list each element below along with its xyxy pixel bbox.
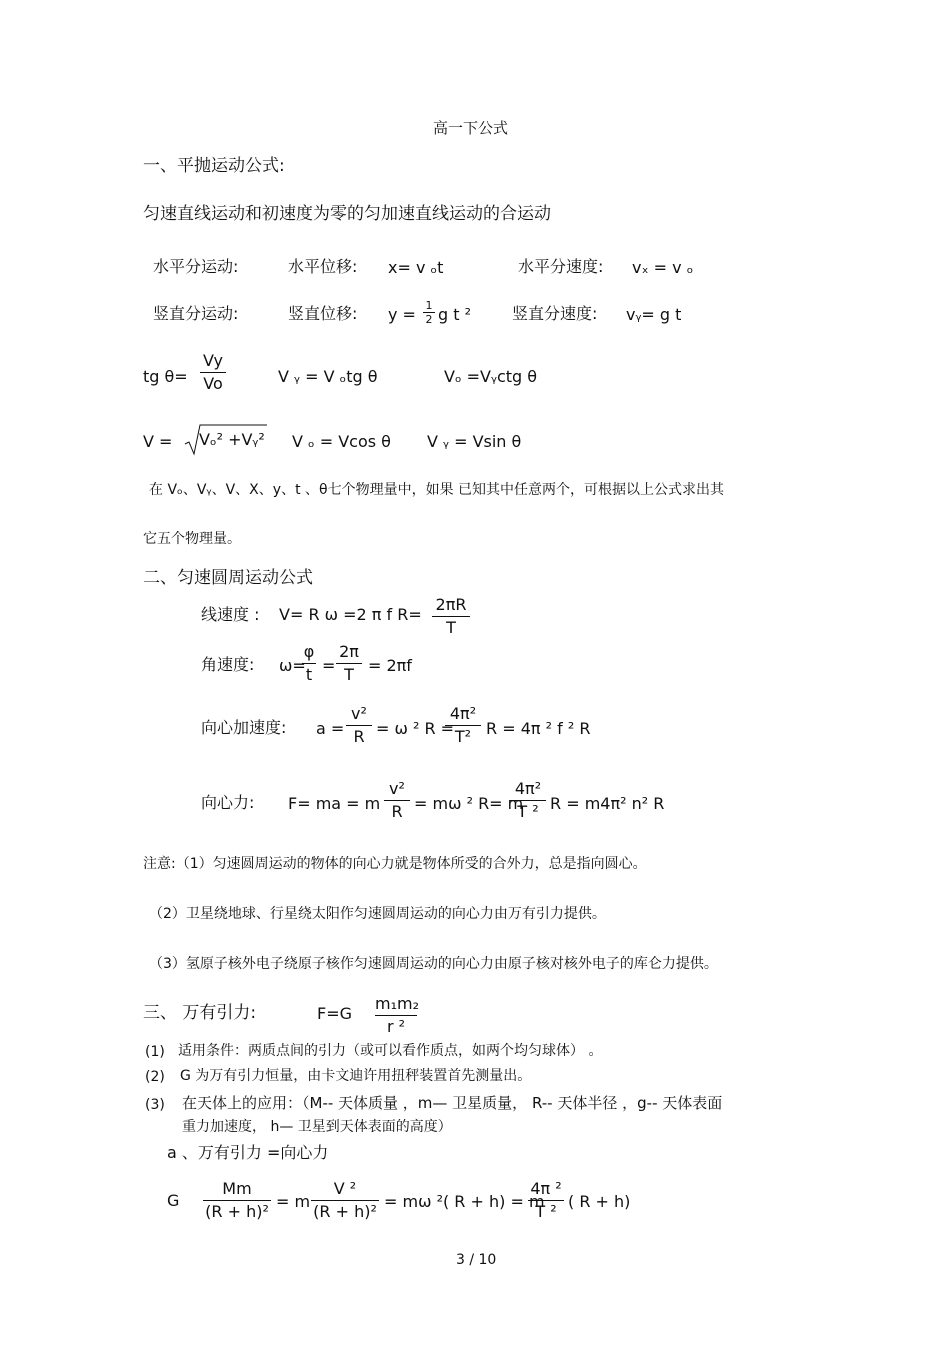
section2-heading: 二、匀速圆周运动公式 — [143, 568, 313, 588]
section1-note-line1: 在 Vₒ、Vᵧ、V、X、y、t 、θ七个物理量中，如果 已知其中任意两个，可根据以上公式求出其 — [149, 482, 725, 498]
linear-velocity-numerator: 2πR — [435, 595, 467, 614]
section1-note-line2: 它五个物理量。 — [143, 531, 241, 547]
force-fraction-1-numerator: v² — [389, 779, 405, 798]
gravity-equals-centripetal: a 、万有引力 =向心力 — [167, 1143, 329, 1162]
tg-numerator: Vy — [203, 351, 223, 370]
eq-fraction-3 — [528, 1181, 564, 1220]
angular-velocity-label: 角速度: — [201, 655, 255, 674]
page-title: 高一下公式 — [433, 119, 509, 137]
tg-denominator: Vo — [203, 374, 223, 393]
acc-fraction-2-denominator: T² — [454, 727, 472, 746]
sqrt-radicand: Vₒ² +Vᵧ² — [199, 430, 265, 449]
angular-fraction-1 — [302, 644, 316, 683]
eq-g: G — [167, 1191, 180, 1210]
acc-fraction-1-denominator: R — [353, 727, 365, 746]
acc-fraction-2 — [445, 706, 481, 745]
angular-fraction-2 — [336, 644, 362, 683]
vo-cos-formula: V ₒ = Vcos θ — [292, 432, 391, 451]
eq-fraction-2 — [311, 1181, 379, 1220]
vertical-displacement-pre: y = — [388, 305, 416, 324]
horizontal-motion-label: 水平分运动: — [153, 257, 239, 276]
tg-fraction — [200, 353, 226, 392]
force-fraction-2 — [510, 781, 546, 820]
force-fraction-1 — [384, 781, 410, 820]
half-numerator: 1 — [425, 299, 433, 312]
eq-post: ( R + h) — [568, 1192, 631, 1211]
vertical-displacement-post: g t ² — [438, 305, 472, 324]
gravitation-denominator: r ² — [386, 1017, 406, 1036]
gravitation-pre: F=G — [317, 1004, 353, 1023]
centripetal-force-label: 向心力: — [201, 793, 255, 812]
acc-fraction-1-numerator: v² — [351, 704, 367, 723]
section2-note-1: 注意:（1）匀速圆周运动的物体的向心力就是物体所受的合外力，总是指向圆心。 — [143, 856, 647, 872]
tg-theta-pre: tg θ= — [143, 367, 188, 386]
angular-velocity-pre: ω= — [279, 656, 306, 675]
linear-velocity-formula: V= R ω =2 π f R= — [279, 605, 422, 624]
vertical-velocity-label: 竖直分速度: — [512, 304, 598, 323]
gravitation-fraction — [375, 996, 417, 1035]
angular-fraction-1-numerator: φ — [303, 642, 315, 661]
centripetal-acc-post: R = 4π ² f ² R — [486, 719, 591, 738]
half-fraction — [423, 300, 435, 325]
item-3-text-continued: 重力加速度， h— 卫星到天体表面的高度） — [182, 1119, 452, 1135]
item-2-number: (2) — [145, 1069, 165, 1085]
centripetal-acc-pre: a = — [316, 719, 345, 738]
angular-fraction-1-denominator: t — [305, 665, 313, 684]
section1-intro: 匀速直线运动和初速度为零的匀加速直线运动的合运动 — [143, 204, 551, 224]
acc-fraction-2-numerator: 4π² — [449, 704, 477, 723]
force-fraction-2-numerator: 4π² — [514, 779, 542, 798]
section1-heading: 一、平抛运动公式: — [143, 156, 285, 176]
eq-fraction-3-denominator: T ² — [535, 1202, 557, 1221]
linear-velocity-fraction — [432, 597, 470, 636]
sqrt-sign — [183, 422, 269, 456]
vy-sin-formula: V ᵧ = Vsin θ — [427, 432, 522, 451]
item-3-number: (3) — [145, 1097, 165, 1113]
centripetal-force-mid: = mω ² R= m — [414, 794, 524, 813]
linear-velocity-denominator: T — [446, 618, 456, 637]
eq-fraction-1-denominator: (R + h)² — [205, 1202, 269, 1221]
item-1-text: 适用条件：两质点间的引力（或可以看作质点，如两个均匀球体） 。 — [178, 1043, 603, 1059]
section2-note-2: （2）卫星绕地球、行星绕太阳作匀速圆周运动的向心力由万有引力提供。 — [149, 906, 606, 922]
section3-heading: 三、 万有引力: — [143, 1003, 257, 1023]
item-3-text: 在天体上的应用：（M-- 天体质量 ，m— 卫星质量， R-- 天体半径 ，g-- 天体表面 — [182, 1094, 723, 1112]
horizontal-velocity-formula: vₓ = v ₒ — [632, 258, 694, 277]
force-fraction-1-denominator: R — [391, 802, 403, 821]
vy-tg-formula: V ᵧ = V ₒtg θ — [278, 367, 378, 386]
angular-velocity-post: = 2πf — [368, 656, 412, 675]
eq-fraction-1 — [203, 1181, 271, 1220]
item-1-number: (1) — [145, 1044, 165, 1060]
section2-note-3: （3）氢原子核外电子绕原子核作匀速圆周运动的向心力由原子核对核外电子的库仑力提供。 — [149, 956, 718, 972]
angular-fraction-2-denominator: T — [344, 665, 354, 684]
centripetal-acc-mid: = ω ² R = — [376, 719, 455, 738]
gravitation-numerator: m₁m₂ — [375, 994, 419, 1013]
v-magnitude-pre: V = — [143, 432, 173, 451]
force-fraction-2-denominator: T ² — [517, 802, 539, 821]
centripetal-force-post: R = m4π² n² R — [550, 794, 665, 813]
eq-fraction-1-numerator: Mm — [222, 1179, 252, 1198]
angular-fraction-2-numerator: 2π — [339, 642, 359, 661]
vertical-displacement-label: 竖直位移: — [288, 304, 358, 323]
half-denominator: 2 — [425, 313, 433, 326]
eq-equals-m: = m — [276, 1192, 311, 1211]
vertical-motion-label: 竖直分运动: — [153, 304, 239, 323]
acc-fraction-1 — [346, 706, 372, 745]
item-2-text: G 为万有引力恒量，由卡文迪许用扭秤装置首先测量出。 — [180, 1068, 532, 1084]
linear-velocity-label: 线速度 : — [201, 605, 260, 624]
horizontal-velocity-label: 水平分速度: — [518, 257, 604, 276]
eq-middle: = mω ²( R + h) = m — [384, 1192, 545, 1211]
horizontal-displacement-label: 水平位移: — [288, 257, 358, 276]
angular-equals: = — [322, 656, 336, 675]
centripetal-acc-label: 向心加速度: — [201, 718, 287, 737]
eq-fraction-3-numerator: 4π ² — [530, 1179, 562, 1198]
page-number: 3 / 10 — [456, 1252, 497, 1268]
eq-fraction-2-numerator: V ² — [333, 1179, 357, 1198]
eq-fraction-2-denominator: (R + h)² — [313, 1202, 377, 1221]
centripetal-force-pre: F= ma = m — [288, 794, 381, 813]
vo-ctg-formula: Vₒ =Vᵧctg θ — [444, 367, 538, 386]
vertical-velocity-formula: vᵧ= g t — [626, 305, 682, 324]
horizontal-displacement-formula: x= v ₒt — [388, 258, 444, 277]
